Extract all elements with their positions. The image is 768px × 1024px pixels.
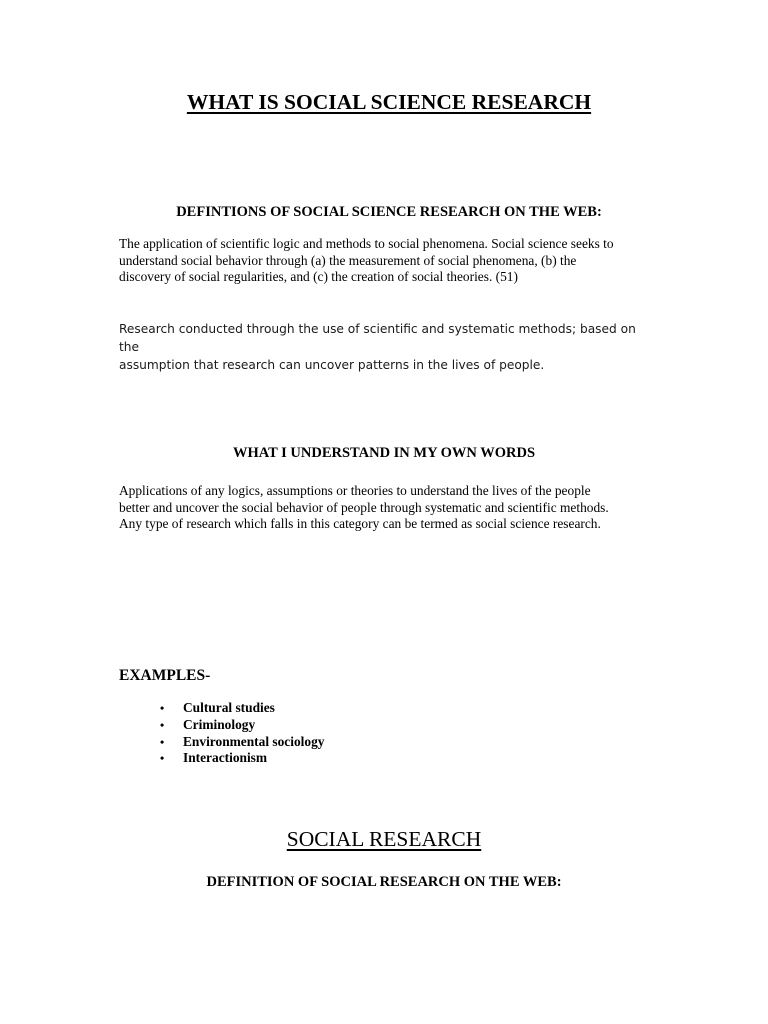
example-label: Criminology xyxy=(183,716,256,732)
bullet-icon: • xyxy=(160,751,165,766)
list-item xyxy=(160,700,324,717)
definition-paragraph-1 xyxy=(119,236,659,286)
bullet-icon: • xyxy=(160,717,165,732)
definition-1-line: The application of scientific logic and methods to social phenomena. Social science seeks to xyxy=(119,236,614,251)
own-words-paragraph xyxy=(119,483,649,533)
examples-list xyxy=(160,700,324,767)
list-item xyxy=(160,717,324,734)
definition-1-line: discovery of social regularities, and (c) the creation of social theories. (51) xyxy=(119,269,518,285)
definition-paragraph-2 xyxy=(119,320,659,374)
own-words-line: Any type of research which falls in this category can be termed as social science research. xyxy=(119,516,601,532)
social-research-title: SOCIAL RESEARCH xyxy=(286,827,482,851)
list-item xyxy=(160,750,324,767)
examples-label: EXAMPLES- xyxy=(119,667,211,684)
own-words-heading: WHAT I UNDERSTAND IN MY OWN WORDS xyxy=(232,445,536,461)
definition-1-line: understand social behavior through (a) the measurement of social phenomena, (b) the xyxy=(119,252,577,268)
bullet-icon: • xyxy=(160,701,165,715)
page-title: WHAT IS SOCIAL SCIENCE RESEARCH xyxy=(186,90,592,114)
own-words-line: better and uncover the social behavior of people through systematic and scientific methods. xyxy=(119,499,609,515)
bullet-icon: • xyxy=(160,734,165,749)
example-label: Interactionism xyxy=(183,750,268,766)
definition-2-line: Research conducted through the use of scientific and systematic methods; based on the xyxy=(119,322,636,354)
example-label: Cultural studies xyxy=(183,700,275,715)
definition-2-line: assumption that research can uncover patterns in the lives of people. xyxy=(119,358,545,372)
example-label: Environmental sociology xyxy=(183,733,325,749)
list-item xyxy=(160,734,324,751)
definitions-heading: DEFINTIONS OF SOCIAL SCIENCE RESEARCH ON THE WEB: xyxy=(176,204,602,220)
own-words-line: Applications of any logics, assumptions or theories to understand the lives of the people xyxy=(119,483,591,498)
social-research-definition-heading: DEFINITION OF SOCIAL RESEARCH ON THE WEB: xyxy=(206,874,562,890)
